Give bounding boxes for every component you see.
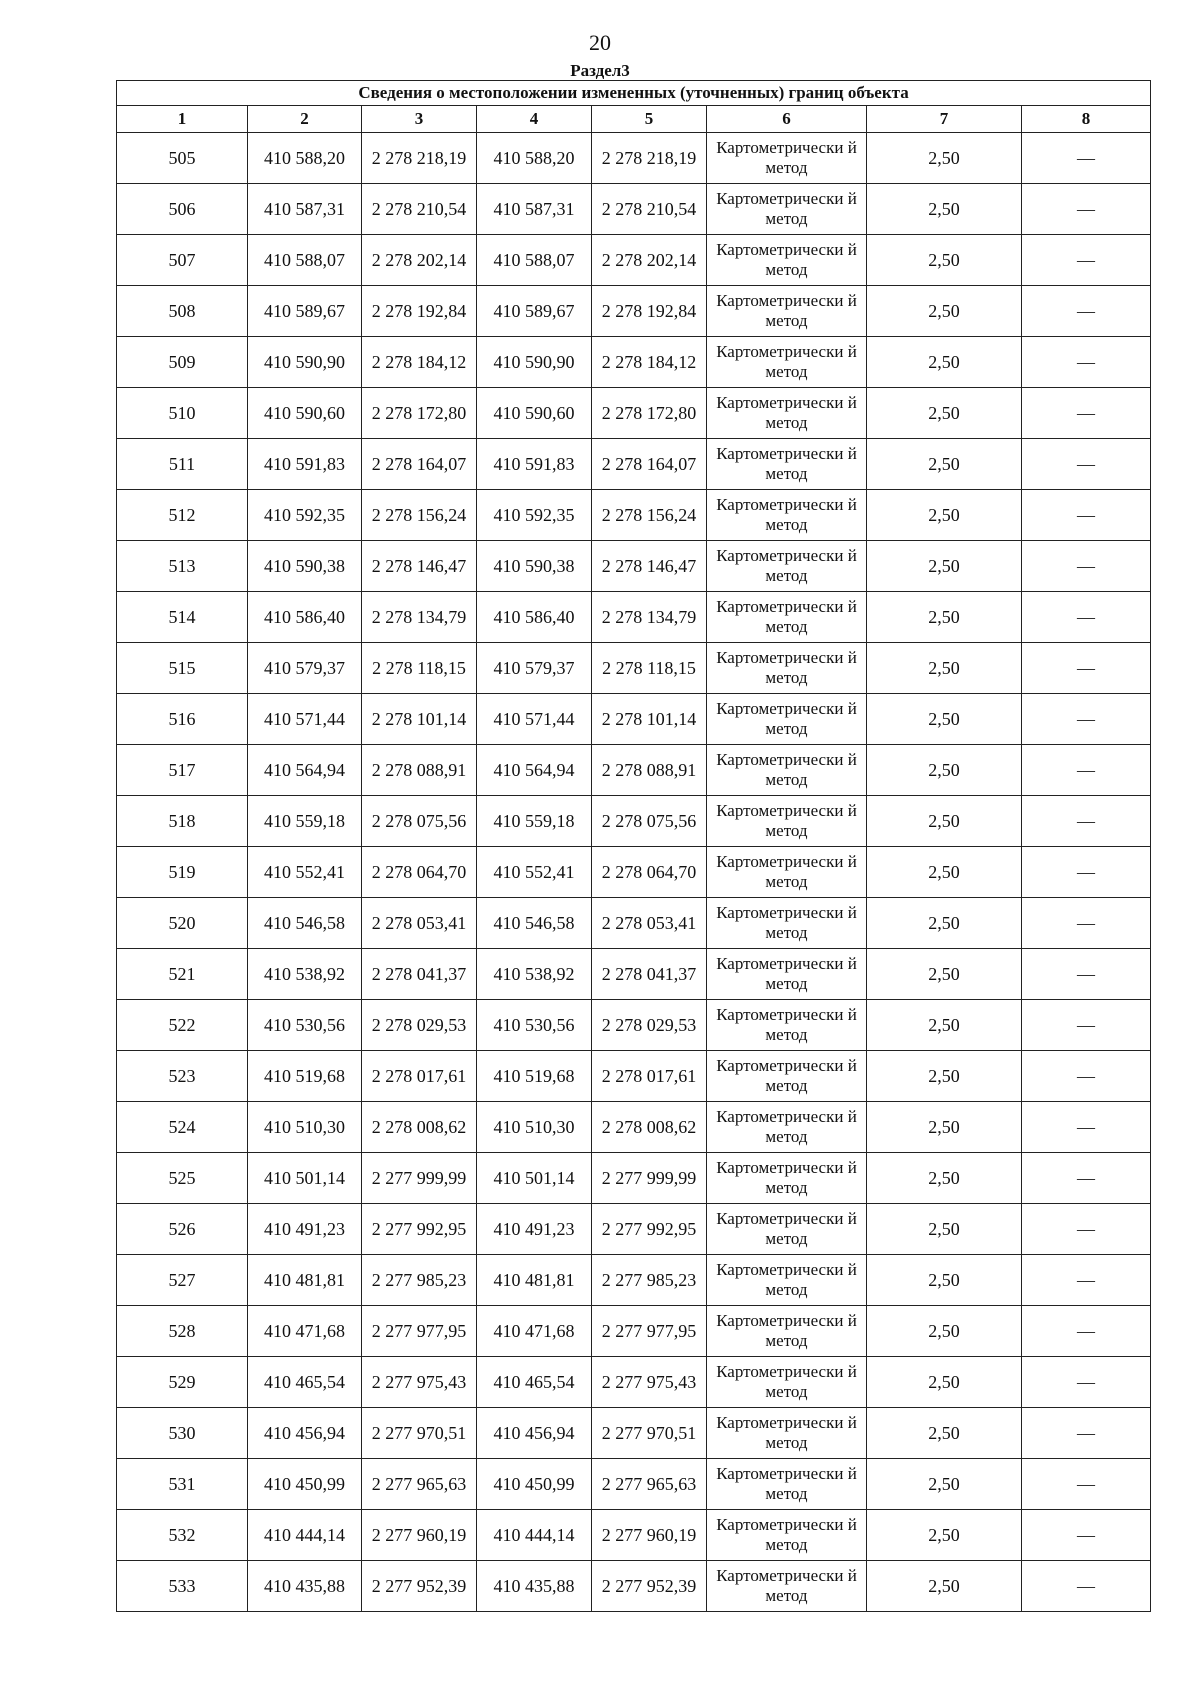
refined-x-cell: 410 530,56 bbox=[477, 1000, 592, 1051]
existing-y-cell: 2 278 101,14 bbox=[362, 694, 477, 745]
method-cell: Картометрически й метод bbox=[707, 1255, 867, 1306]
existing-y-cell: 2 277 970,51 bbox=[362, 1408, 477, 1459]
existing-x-cell: 410 450,99 bbox=[248, 1459, 362, 1510]
accuracy-cell: 2,50 bbox=[867, 592, 1022, 643]
method-cell: Картометрически й метод bbox=[707, 1102, 867, 1153]
note-cell: — bbox=[1022, 1204, 1151, 1255]
table-row bbox=[117, 490, 1151, 541]
column-number-6: 6 bbox=[707, 106, 867, 133]
accuracy-cell: 2,50 bbox=[867, 1051, 1022, 1102]
existing-x-cell: 410 559,18 bbox=[248, 796, 362, 847]
refined-y-cell: 2 277 992,95 bbox=[592, 1204, 707, 1255]
point-number-cell: 505 bbox=[117, 133, 248, 184]
existing-y-cell: 2 277 985,23 bbox=[362, 1255, 477, 1306]
refined-y-cell: 2 278 202,14 bbox=[592, 235, 707, 286]
table-row bbox=[117, 1510, 1151, 1561]
refined-x-cell: 410 546,58 bbox=[477, 898, 592, 949]
note-cell: — bbox=[1022, 1357, 1151, 1408]
point-number-cell: 516 bbox=[117, 694, 248, 745]
point-number-cell: 512 bbox=[117, 490, 248, 541]
existing-y-cell: 2 278 017,61 bbox=[362, 1051, 477, 1102]
table-row bbox=[117, 337, 1151, 388]
note-cell: — bbox=[1022, 745, 1151, 796]
accuracy-cell: 2,50 bbox=[867, 1459, 1022, 1510]
existing-x-cell: 410 471,68 bbox=[248, 1306, 362, 1357]
method-cell: Картометрически й метод bbox=[707, 1204, 867, 1255]
refined-y-cell: 2 278 146,47 bbox=[592, 541, 707, 592]
existing-x-cell: 410 435,88 bbox=[248, 1561, 362, 1612]
method-cell: Картометрически й метод bbox=[707, 694, 867, 745]
table-row bbox=[117, 745, 1151, 796]
refined-y-cell: 2 278 053,41 bbox=[592, 898, 707, 949]
accuracy-cell: 2,50 bbox=[867, 898, 1022, 949]
note-cell: — bbox=[1022, 898, 1151, 949]
existing-y-cell: 2 278 172,80 bbox=[362, 388, 477, 439]
existing-y-cell: 2 277 975,43 bbox=[362, 1357, 477, 1408]
existing-x-cell: 410 510,30 bbox=[248, 1102, 362, 1153]
refined-x-cell: 410 589,67 bbox=[477, 286, 592, 337]
method-cell: Картометрически й метод bbox=[707, 847, 867, 898]
point-number-cell: 529 bbox=[117, 1357, 248, 1408]
method-cell: Картометрически й метод bbox=[707, 1357, 867, 1408]
point-number-cell: 506 bbox=[117, 184, 248, 235]
refined-x-cell: 410 435,88 bbox=[477, 1561, 592, 1612]
existing-y-cell: 2 277 977,95 bbox=[362, 1306, 477, 1357]
point-number-cell: 518 bbox=[117, 796, 248, 847]
note-cell: — bbox=[1022, 439, 1151, 490]
accuracy-cell: 2,50 bbox=[867, 184, 1022, 235]
refined-y-cell: 2 277 999,99 bbox=[592, 1153, 707, 1204]
point-number-cell: 520 bbox=[117, 898, 248, 949]
point-number-cell: 533 bbox=[117, 1561, 248, 1612]
refined-y-cell: 2 278 134,79 bbox=[592, 592, 707, 643]
point-number-cell: 511 bbox=[117, 439, 248, 490]
column-number-3: 3 bbox=[362, 106, 477, 133]
existing-y-cell: 2 277 952,39 bbox=[362, 1561, 477, 1612]
refined-x-cell: 410 579,37 bbox=[477, 643, 592, 694]
existing-x-cell: 410 456,94 bbox=[248, 1408, 362, 1459]
accuracy-cell: 2,50 bbox=[867, 745, 1022, 796]
refined-y-cell: 2 278 192,84 bbox=[592, 286, 707, 337]
refined-x-cell: 410 571,44 bbox=[477, 694, 592, 745]
column-number-4: 4 bbox=[477, 106, 592, 133]
table-row bbox=[117, 184, 1151, 235]
note-cell: — bbox=[1022, 1153, 1151, 1204]
refined-x-cell: 410 590,38 bbox=[477, 541, 592, 592]
existing-x-cell: 410 587,31 bbox=[248, 184, 362, 235]
column-number-2: 2 bbox=[248, 106, 362, 133]
point-number-cell: 510 bbox=[117, 388, 248, 439]
refined-x-cell: 410 538,92 bbox=[477, 949, 592, 1000]
refined-y-cell: 2 277 952,39 bbox=[592, 1561, 707, 1612]
existing-y-cell: 2 278 134,79 bbox=[362, 592, 477, 643]
method-cell: Картометрически й метод bbox=[707, 1459, 867, 1510]
point-number-cell: 514 bbox=[117, 592, 248, 643]
column-number-7: 7 bbox=[867, 106, 1022, 133]
table-row bbox=[117, 643, 1151, 694]
refined-y-cell: 2 278 118,15 bbox=[592, 643, 707, 694]
existing-x-cell: 410 590,90 bbox=[248, 337, 362, 388]
refined-x-cell: 410 590,60 bbox=[477, 388, 592, 439]
refined-y-cell: 2 277 975,43 bbox=[592, 1357, 707, 1408]
accuracy-cell: 2,50 bbox=[867, 490, 1022, 541]
point-number-cell: 509 bbox=[117, 337, 248, 388]
existing-y-cell: 2 278 041,37 bbox=[362, 949, 477, 1000]
existing-y-cell: 2 278 184,12 bbox=[362, 337, 477, 388]
refined-x-cell: 410 588,20 bbox=[477, 133, 592, 184]
refined-x-cell: 410 510,30 bbox=[477, 1102, 592, 1153]
point-number-cell: 519 bbox=[117, 847, 248, 898]
method-cell: Картометрически й метод bbox=[707, 949, 867, 1000]
accuracy-cell: 2,50 bbox=[867, 643, 1022, 694]
table-row bbox=[117, 1357, 1151, 1408]
accuracy-cell: 2,50 bbox=[867, 1357, 1022, 1408]
refined-x-cell: 410 501,14 bbox=[477, 1153, 592, 1204]
existing-x-cell: 410 444,14 bbox=[248, 1510, 362, 1561]
refined-y-cell: 2 278 008,62 bbox=[592, 1102, 707, 1153]
refined-y-cell: 2 277 985,23 bbox=[592, 1255, 707, 1306]
table-row bbox=[117, 949, 1151, 1000]
existing-x-cell: 410 530,56 bbox=[248, 1000, 362, 1051]
note-cell: — bbox=[1022, 133, 1151, 184]
method-cell: Картометрически й метод bbox=[707, 592, 867, 643]
existing-y-cell: 2 277 960,19 bbox=[362, 1510, 477, 1561]
method-cell: Картометрически й метод bbox=[707, 1153, 867, 1204]
accuracy-cell: 2,50 bbox=[867, 388, 1022, 439]
accuracy-cell: 2,50 bbox=[867, 1255, 1022, 1306]
point-number-cell: 521 bbox=[117, 949, 248, 1000]
refined-y-cell: 2 278 210,54 bbox=[592, 184, 707, 235]
accuracy-cell: 2,50 bbox=[867, 541, 1022, 592]
existing-x-cell: 410 589,67 bbox=[248, 286, 362, 337]
refined-y-cell: 2 277 965,63 bbox=[592, 1459, 707, 1510]
existing-x-cell: 410 590,60 bbox=[248, 388, 362, 439]
existing-x-cell: 410 564,94 bbox=[248, 745, 362, 796]
existing-x-cell: 410 571,44 bbox=[248, 694, 362, 745]
accuracy-cell: 2,50 bbox=[867, 796, 1022, 847]
refined-x-cell: 410 450,99 bbox=[477, 1459, 592, 1510]
point-number-cell: 531 bbox=[117, 1459, 248, 1510]
existing-y-cell: 2 278 164,07 bbox=[362, 439, 477, 490]
table-row bbox=[117, 439, 1151, 490]
note-cell: — bbox=[1022, 694, 1151, 745]
existing-x-cell: 410 586,40 bbox=[248, 592, 362, 643]
table-row bbox=[117, 796, 1151, 847]
method-cell: Картометрически й метод bbox=[707, 1051, 867, 1102]
refined-y-cell: 2 277 977,95 bbox=[592, 1306, 707, 1357]
table-row bbox=[117, 133, 1151, 184]
method-cell: Картометрически й метод bbox=[707, 643, 867, 694]
note-cell: — bbox=[1022, 388, 1151, 439]
refined-x-cell: 410 564,94 bbox=[477, 745, 592, 796]
refined-x-cell: 410 590,90 bbox=[477, 337, 592, 388]
note-cell: — bbox=[1022, 1255, 1151, 1306]
point-number-cell: 517 bbox=[117, 745, 248, 796]
refined-x-cell: 410 519,68 bbox=[477, 1051, 592, 1102]
refined-y-cell: 2 278 101,14 bbox=[592, 694, 707, 745]
existing-x-cell: 410 519,68 bbox=[248, 1051, 362, 1102]
refined-y-cell: 2 278 017,61 bbox=[592, 1051, 707, 1102]
point-number-cell: 526 bbox=[117, 1204, 248, 1255]
note-cell: — bbox=[1022, 1306, 1151, 1357]
point-number-cell: 528 bbox=[117, 1306, 248, 1357]
note-cell: — bbox=[1022, 541, 1151, 592]
boundary-coordinates-table bbox=[116, 80, 1151, 1612]
accuracy-cell: 2,50 bbox=[867, 847, 1022, 898]
existing-y-cell: 2 278 088,91 bbox=[362, 745, 477, 796]
existing-y-cell: 2 278 202,14 bbox=[362, 235, 477, 286]
point-number-cell: 525 bbox=[117, 1153, 248, 1204]
refined-x-cell: 410 471,68 bbox=[477, 1306, 592, 1357]
note-cell: — bbox=[1022, 796, 1151, 847]
table-caption: Сведения о местоположении измененных (уточненных) границ объекта bbox=[117, 81, 1151, 106]
existing-x-cell: 410 590,38 bbox=[248, 541, 362, 592]
method-cell: Картометрически й метод bbox=[707, 337, 867, 388]
refined-x-cell: 410 552,41 bbox=[477, 847, 592, 898]
method-cell: Картометрически й метод bbox=[707, 541, 867, 592]
table-row bbox=[117, 1561, 1151, 1612]
note-cell: — bbox=[1022, 184, 1151, 235]
note-cell: — bbox=[1022, 337, 1151, 388]
table-row bbox=[117, 1204, 1151, 1255]
table-row bbox=[117, 694, 1151, 745]
point-number-cell: 523 bbox=[117, 1051, 248, 1102]
method-cell: Картометрически й метод bbox=[707, 490, 867, 541]
refined-y-cell: 2 278 156,24 bbox=[592, 490, 707, 541]
existing-y-cell: 2 278 156,24 bbox=[362, 490, 477, 541]
note-cell: — bbox=[1022, 1510, 1151, 1561]
existing-x-cell: 410 501,14 bbox=[248, 1153, 362, 1204]
note-cell: — bbox=[1022, 643, 1151, 694]
accuracy-cell: 2,50 bbox=[867, 235, 1022, 286]
method-cell: Картометрически й метод bbox=[707, 1306, 867, 1357]
accuracy-cell: 2,50 bbox=[867, 133, 1022, 184]
existing-x-cell: 410 546,58 bbox=[248, 898, 362, 949]
refined-x-cell: 410 481,81 bbox=[477, 1255, 592, 1306]
existing-y-cell: 2 278 218,19 bbox=[362, 133, 477, 184]
existing-y-cell: 2 278 146,47 bbox=[362, 541, 477, 592]
accuracy-cell: 2,50 bbox=[867, 1000, 1022, 1051]
existing-x-cell: 410 588,07 bbox=[248, 235, 362, 286]
refined-y-cell: 2 278 172,80 bbox=[592, 388, 707, 439]
table-row bbox=[117, 1051, 1151, 1102]
accuracy-cell: 2,50 bbox=[867, 1153, 1022, 1204]
note-cell: — bbox=[1022, 1102, 1151, 1153]
existing-x-cell: 410 591,83 bbox=[248, 439, 362, 490]
method-cell: Картометрически й метод bbox=[707, 1510, 867, 1561]
table-row bbox=[117, 235, 1151, 286]
existing-y-cell: 2 277 965,63 bbox=[362, 1459, 477, 1510]
column-number-5: 5 bbox=[592, 106, 707, 133]
method-cell: Картометрически й метод bbox=[707, 796, 867, 847]
accuracy-cell: 2,50 bbox=[867, 1408, 1022, 1459]
accuracy-cell: 2,50 bbox=[867, 1204, 1022, 1255]
accuracy-cell: 2,50 bbox=[867, 337, 1022, 388]
note-cell: — bbox=[1022, 490, 1151, 541]
point-number-cell: 527 bbox=[117, 1255, 248, 1306]
table-row bbox=[117, 1255, 1151, 1306]
method-cell: Картометрически й метод bbox=[707, 286, 867, 337]
accuracy-cell: 2,50 bbox=[867, 694, 1022, 745]
table-row bbox=[117, 592, 1151, 643]
method-cell: Картометрически й метод bbox=[707, 1561, 867, 1612]
method-cell: Картометрически й метод bbox=[707, 133, 867, 184]
refined-x-cell: 410 591,83 bbox=[477, 439, 592, 490]
existing-y-cell: 2 277 992,95 bbox=[362, 1204, 477, 1255]
refined-y-cell: 2 278 218,19 bbox=[592, 133, 707, 184]
refined-y-cell: 2 277 960,19 bbox=[592, 1510, 707, 1561]
existing-y-cell: 2 278 075,56 bbox=[362, 796, 477, 847]
accuracy-cell: 2,50 bbox=[867, 1561, 1022, 1612]
table-row bbox=[117, 1102, 1151, 1153]
refined-y-cell: 2 278 164,07 bbox=[592, 439, 707, 490]
method-cell: Картометрически й метод bbox=[707, 235, 867, 286]
existing-y-cell: 2 278 053,41 bbox=[362, 898, 477, 949]
table-row bbox=[117, 1459, 1151, 1510]
existing-x-cell: 410 491,23 bbox=[248, 1204, 362, 1255]
accuracy-cell: 2,50 bbox=[867, 1102, 1022, 1153]
refined-x-cell: 410 592,35 bbox=[477, 490, 592, 541]
refined-x-cell: 410 444,14 bbox=[477, 1510, 592, 1561]
refined-x-cell: 410 586,40 bbox=[477, 592, 592, 643]
refined-y-cell: 2 278 075,56 bbox=[592, 796, 707, 847]
existing-x-cell: 410 552,41 bbox=[248, 847, 362, 898]
table-row bbox=[117, 898, 1151, 949]
refined-x-cell: 410 559,18 bbox=[477, 796, 592, 847]
method-cell: Картометрически й метод bbox=[707, 439, 867, 490]
method-cell: Картометрически й метод bbox=[707, 184, 867, 235]
point-number-cell: 513 bbox=[117, 541, 248, 592]
refined-y-cell: 2 278 064,70 bbox=[592, 847, 707, 898]
note-cell: — bbox=[1022, 847, 1151, 898]
refined-y-cell: 2 278 029,53 bbox=[592, 1000, 707, 1051]
refined-y-cell: 2 278 088,91 bbox=[592, 745, 707, 796]
method-cell: Картометрически й метод bbox=[707, 745, 867, 796]
method-cell: Картометрически й метод bbox=[707, 1408, 867, 1459]
existing-x-cell: 410 592,35 bbox=[248, 490, 362, 541]
refined-x-cell: 410 456,94 bbox=[477, 1408, 592, 1459]
note-cell: — bbox=[1022, 1000, 1151, 1051]
point-number-cell: 524 bbox=[117, 1102, 248, 1153]
refined-x-cell: 410 491,23 bbox=[477, 1204, 592, 1255]
refined-x-cell: 410 587,31 bbox=[477, 184, 592, 235]
table-row bbox=[117, 847, 1151, 898]
table-row bbox=[117, 388, 1151, 439]
table-row bbox=[117, 1153, 1151, 1204]
existing-y-cell: 2 277 999,99 bbox=[362, 1153, 477, 1204]
accuracy-cell: 2,50 bbox=[867, 1306, 1022, 1357]
note-cell: — bbox=[1022, 1561, 1151, 1612]
point-number-cell: 508 bbox=[117, 286, 248, 337]
existing-x-cell: 410 588,20 bbox=[248, 133, 362, 184]
existing-y-cell: 2 278 029,53 bbox=[362, 1000, 477, 1051]
note-cell: — bbox=[1022, 592, 1151, 643]
table-row bbox=[117, 286, 1151, 337]
column-number-1: 1 bbox=[117, 106, 248, 133]
refined-x-cell: 410 588,07 bbox=[477, 235, 592, 286]
note-cell: — bbox=[1022, 1051, 1151, 1102]
existing-x-cell: 410 465,54 bbox=[248, 1357, 362, 1408]
note-cell: — bbox=[1022, 949, 1151, 1000]
existing-y-cell: 2 278 008,62 bbox=[362, 1102, 477, 1153]
point-number-cell: 532 bbox=[117, 1510, 248, 1561]
table-row bbox=[117, 1408, 1151, 1459]
section-title: Раздел3 bbox=[570, 61, 630, 80]
column-number-row bbox=[117, 106, 1151, 133]
refined-y-cell: 2 278 041,37 bbox=[592, 949, 707, 1000]
accuracy-cell: 2,50 bbox=[867, 1510, 1022, 1561]
refined-y-cell: 2 278 184,12 bbox=[592, 337, 707, 388]
point-number-cell: 522 bbox=[117, 1000, 248, 1051]
point-number-cell: 530 bbox=[117, 1408, 248, 1459]
existing-x-cell: 410 538,92 bbox=[248, 949, 362, 1000]
method-cell: Картометрически й метод bbox=[707, 388, 867, 439]
accuracy-cell: 2,50 bbox=[867, 949, 1022, 1000]
point-number-cell: 507 bbox=[117, 235, 248, 286]
accuracy-cell: 2,50 bbox=[867, 439, 1022, 490]
table-body bbox=[117, 133, 1151, 1612]
existing-y-cell: 2 278 064,70 bbox=[362, 847, 477, 898]
method-cell: Картометрически й метод bbox=[707, 1000, 867, 1051]
note-cell: — bbox=[1022, 1459, 1151, 1510]
note-cell: — bbox=[1022, 1408, 1151, 1459]
table-row bbox=[117, 1306, 1151, 1357]
refined-x-cell: 410 465,54 bbox=[477, 1357, 592, 1408]
column-number-8: 8 bbox=[1022, 106, 1151, 133]
point-number-cell: 515 bbox=[117, 643, 248, 694]
existing-y-cell: 2 278 192,84 bbox=[362, 286, 477, 337]
page-number: 20 bbox=[589, 30, 611, 55]
note-cell: — bbox=[1022, 286, 1151, 337]
refined-y-cell: 2 277 970,51 bbox=[592, 1408, 707, 1459]
existing-x-cell: 410 481,81 bbox=[248, 1255, 362, 1306]
accuracy-cell: 2,50 bbox=[867, 286, 1022, 337]
existing-y-cell: 2 278 118,15 bbox=[362, 643, 477, 694]
table-row bbox=[117, 541, 1151, 592]
existing-x-cell: 410 579,37 bbox=[248, 643, 362, 694]
table-row bbox=[117, 1000, 1151, 1051]
note-cell: — bbox=[1022, 235, 1151, 286]
existing-y-cell: 2 278 210,54 bbox=[362, 184, 477, 235]
method-cell: Картометрически й метод bbox=[707, 898, 867, 949]
